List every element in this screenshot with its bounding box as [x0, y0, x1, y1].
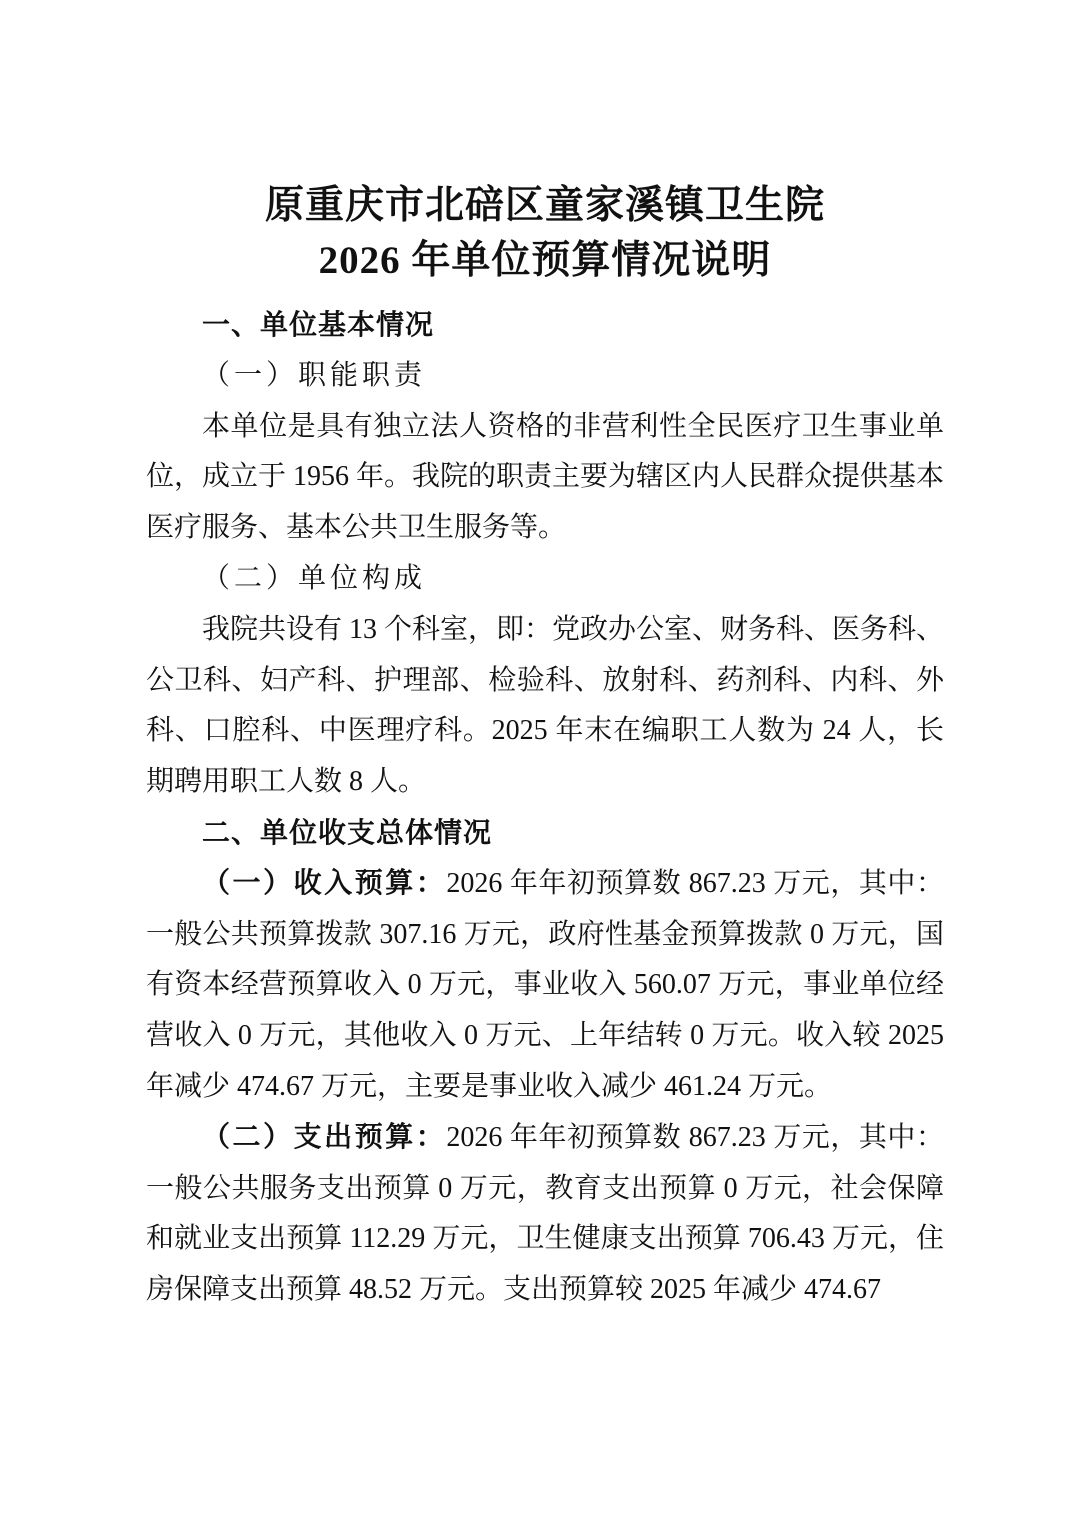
- paragraph-duties: 本单位是具有独立法人资格的非营利性全民医疗卫生事业单位，成立于 1956 年。我院的职责主要为辖区内人民群众提供基本医疗服务、基本公共卫生服务等。: [146, 410, 945, 544]
- document-title-line-2: 2026 年单位预算情况说明: [318, 239, 772, 282]
- subheading-unit-composition: （二）单位构成: [202, 562, 427, 594]
- subheading-duties: （一）职能职责: [202, 359, 427, 391]
- document-title: [146, 178, 944, 288]
- paragraph-unit-composition: 我院共设有 13 个科室，即：党政办公室、财务科、医务科、公卫科、妇产科、护理部、检验科、放射科、药剂科、内科、外科、口腔科、中医理疗科。2025 年末在编职工人数为 24 人，长期聘用职工人数 8 人。: [146, 613, 945, 798]
- expense-budget-lead: （二）支出预算：: [202, 1121, 447, 1153]
- heading-budget-overview: 二、单位收支总体情况: [202, 816, 493, 848]
- document-body: [146, 300, 944, 1316]
- heading-unit-basic-info: 一、单位基本情况: [202, 309, 435, 340]
- paragraph-income-budget: [146, 859, 944, 1113]
- expense-budget-text: 2026 年年初预算数 867.23 万元，其中：一般公共服务支出预算 0 万元，教育支出预算 0 万元，社会保障和就业支出预算 112.29 万元，卫生健康支出预算 706.43 万元，住房保障支出预算 48.52 万元。支出预算较 2025 年减少 474.67: [146, 1121, 944, 1306]
- paragraph-expense-budget: [146, 1113, 944, 1316]
- income-budget-text: 2026 年年初预算数 867.23 万元，其中：一般公共预算拨款 307.16 万元，政府性基金预算拨款 0 万元，国有资本经营预算收入 0 万元，事业收入 560.07 万元，事业单位经营收入 0 万元，其他收入 0 万元、上年结转 0 万元。收入较 2025 年减少 474.67 万元，主要是事业收入减少 461.24 万元。: [146, 867, 944, 1102]
- document-title-line-1: 原重庆市北碚区童家溪镇卫生院: [264, 184, 825, 227]
- income-budget-lead: （一）收入预算：: [202, 867, 447, 899]
